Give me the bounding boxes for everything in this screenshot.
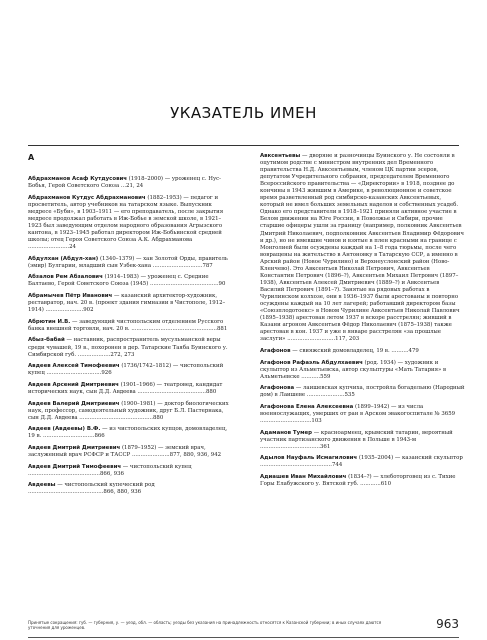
entry-text: — казанский архитектор-художник, реставратор, нач. 20 в. (проект здания гимназии в Чистополе, 1912–1914) ......................902 [28, 293, 226, 314]
index-entry [260, 455, 465, 469]
entry-text: — чистопольский купец ..........................................866, 936 [28, 463, 192, 477]
page-number: 963 [436, 617, 459, 631]
index-entry [260, 404, 465, 425]
index-entry [28, 337, 233, 358]
index-entry [28, 319, 233, 333]
entry-name: Абдулхан (Абдул-хан) [28, 255, 99, 262]
index-entry [260, 474, 465, 488]
entry-text: (1918–2000) — уроженец с. Нус-Бобья, Герой Советского Союза ...21, 24 [28, 176, 221, 190]
index-entry [28, 382, 233, 396]
entry-name: Агафонова [260, 385, 295, 392]
index-entry [28, 482, 233, 496]
entry-name: Авдеев Алексей Тимофеевич [28, 363, 120, 370]
entry-text: — чистопольский купеческий род ............................................866, 880, 936 [28, 482, 155, 496]
index-entry [28, 363, 233, 377]
entry-name: Авдеев Арсений Дмитриевич [28, 381, 119, 388]
entry-text: (1899–1942) — из числа военнослужащих, умерших от ран в Арском эвакогоспитале № 3659 ..............................103 [260, 403, 456, 425]
entry-name: Агафонов [260, 347, 291, 354]
entry-text: (1736/1742–1812) — чистопольский купец ................................926 [28, 363, 224, 377]
entry-text: (1900–1981) — доктор биологических наук, профессор, самодеятельный художник, друг Б.Л. Пастернака, сын Д.Д. Авдеева ...........................................880 [28, 400, 229, 421]
entry-name: Агафонова Елена Алексеевна [260, 403, 354, 410]
index-entry [28, 256, 233, 270]
index-entry [28, 464, 233, 478]
entry-name: Авдеев (Авдеевы) В.Ф. [28, 426, 101, 433]
entry-name: Абрютин И.В. [28, 318, 71, 325]
index-entry [28, 176, 233, 190]
entry-text: — свияжский домовладелец, 19 в. ..........479 [292, 347, 419, 354]
entry-text: — красноармеец, крымский татарин, вероятный участник партизанского движения в Польше в 1943-м ...................................361 [260, 429, 453, 450]
index-entry [28, 426, 233, 440]
entry-text: (1882–1953) — педагог и просветитель, автор учебников на татарском языке. Выпускник медресе «Буби», в 1903–1911 — его преподаватель, после закрытия медресе продолжал работать в Иж-Бобье в земской школе, в 1921–1923 был заведующим отделом народного образования Агрызского кантона, в 1923–1945 работал директором Иж-Бобьинской средней школы; отец Героя Советского Союза А.К. Абдрахманова ........................24 [28, 194, 224, 251]
entry-name: Агафонов Рафаэль Абдулхаевич [260, 359, 363, 366]
entry-name: Абыз-бабай [28, 337, 65, 344]
entry-text: (1834–?) — хлеботорговец из с. Тихие Горы Елабужского у. Вятской губ. ............610 [260, 474, 456, 488]
entry-name: Авдеев Дмитрий Тимофеевич [28, 463, 122, 470]
index-entry [260, 348, 465, 355]
entry-text: (1914–1983) — уроженец с. Средние Балтаево, Герой Советского Союза (1945) ........................................90 [28, 274, 226, 288]
right-column [260, 153, 465, 493]
entry-name: Авдеевы [28, 482, 56, 489]
entry-text: (1935–2004) — казанский скульптор ..........................................744 [260, 455, 463, 469]
entry-name: Авдеев Валерий Дмитриевич [28, 400, 120, 407]
entry-name: Авксентьевы [260, 153, 301, 159]
header-rule [28, 145, 459, 146]
index-entry [28, 274, 233, 288]
entry-name: Адиашев Иван Михайлович [260, 474, 347, 481]
left-column [28, 153, 233, 501]
footer-note: Принятые сокращения: губ. — губерния, у. — уезд, обл. — область; уезды без указания на принадлежность относятся к Казанской губернии; в иных случаях даются уточнения для уроженцев. [28, 620, 382, 631]
entry-name: Абдрахманов Асаф Кутдусович [28, 176, 127, 182]
index-entry [28, 293, 233, 314]
entry-text: — наставник, распространитель мусульманской веры среди чувашей, 19 в., похоронен в дер. Татарские Таяба Буинского у. Симбирской губ. ...................272, 273 [28, 337, 228, 358]
entry-text: — заведующий чистопольским отделением Русского банка внешней торговли, нач. 20 в. ..................................................881 [28, 318, 228, 332]
index-entry [28, 195, 233, 251]
index-entry [260, 360, 465, 381]
entry-name: Абрамычев Пётр Иванович [28, 293, 113, 300]
entry-text: (1901–1966) — театровед, кандидат исторических наук, сын Д.Д. Авдеева ........................................880 [28, 381, 223, 395]
index-entry [260, 430, 465, 451]
entry-text: (род. 1934) — художник и скульптор из Альметьевска, автор скульптуры «Мать Татария» в Альметьевске ...........559 [260, 359, 447, 380]
entry-name: Адылов Науфаль Исмагилович [260, 455, 358, 462]
page-title: УКАЗАТЕЛЬ ИМЕН [170, 104, 317, 122]
index-entry [28, 401, 233, 422]
entry-name: Адаманов Тумер [260, 429, 313, 436]
entry-text: — лаишевская купчиха, постройла богадельню (Народный дом) в Лаишеве ......................535 [260, 385, 465, 399]
entry-text: (1879–1952) — земский врач, заслуженный врач РСФСР и ТАССР ......................877, 880, 936, 942 [28, 444, 222, 459]
index-entry [260, 153, 465, 343]
section-letter: А [28, 153, 35, 162]
entry-name: Абдрахманов Кутдус Абдрахманович [28, 194, 146, 201]
index-entry [28, 445, 233, 459]
entry-text: — из чистопольских купцов, домовладелец, 19 в. ..............................866 [28, 426, 228, 440]
entry-text: — дворяне и разночинцы Буинского у. Не состояли в оцутимом родстве с министром внутренних дел Временного правительства Н.Д. Авксентьевым, членом ЦК партии эсеров, депутатом Учредительного собрания, председателем Временного Всероссийского правительства — «Директории» в 1918, позднее до кончины в 1943 жившим в Америке, в революционное и советское время разветвленный род симбирско-казанских Авксентьевых, который не имел больших земельных наделов и собственных усадеб. Однако его представители в 1918–1921 приняли активное участие в Белом движении на Юге России, в Поволжье и Сибири, прочие старшие офицеры ушли за границу (например, полковник Авксентьев Дмитрий Николаевич, подполковник Авксентьев Владимир Фёдорович и др.), но не имевшие чинов и взятые в плен красными на границе с Монголией были осуждены каждый на 1–8 года тюрьмы, после чего вовращены на жительство в Антоновку в Татарскую ССР, а именно в Арский район (Новое Чурилино) и Верхнеуслонский район (Ново-Кленчево). Это Авксентьев Николай Петрович, Авксентьев Константин Петрович (1896–?), Авксентьев Михаил Петрович (1897–1938), Авксентьев Алексей Дмитриевич (1889–?) и Авксентьев Василий Петрович (1891–?). Занятые на рядовых работах в Чурилинском колхозе, они в 1936–1937 были арестованы и повторно осуждены каждый на 10 лет лагерей; работавший директором базы «Союзплодотоекс» в Новом Чурилине Авксентьев Николай Павлович (1895–1938) арестован летом 1937 в вскоре расстрелян; живший в Казани агроном Авксентьев Фёдор Николаевич (1875–1938) также арестован в кон. 1937 и уже в январе расстрелян «за прошлые заслуги» ............................117, 203 [260, 153, 464, 343]
entry-text: (1340–1379) — хан Золотой Орды, правитель (эмир) Булгарии, младший сын Узбек-хана .............................787 [28, 255, 228, 269]
index-entry [260, 385, 465, 399]
footer-rule [28, 637, 459, 638]
entry-name: Авдеев Дмитрий Дмитриевич [28, 444, 121, 451]
entry-name: Абзалов Рем Абзалович [28, 274, 103, 281]
